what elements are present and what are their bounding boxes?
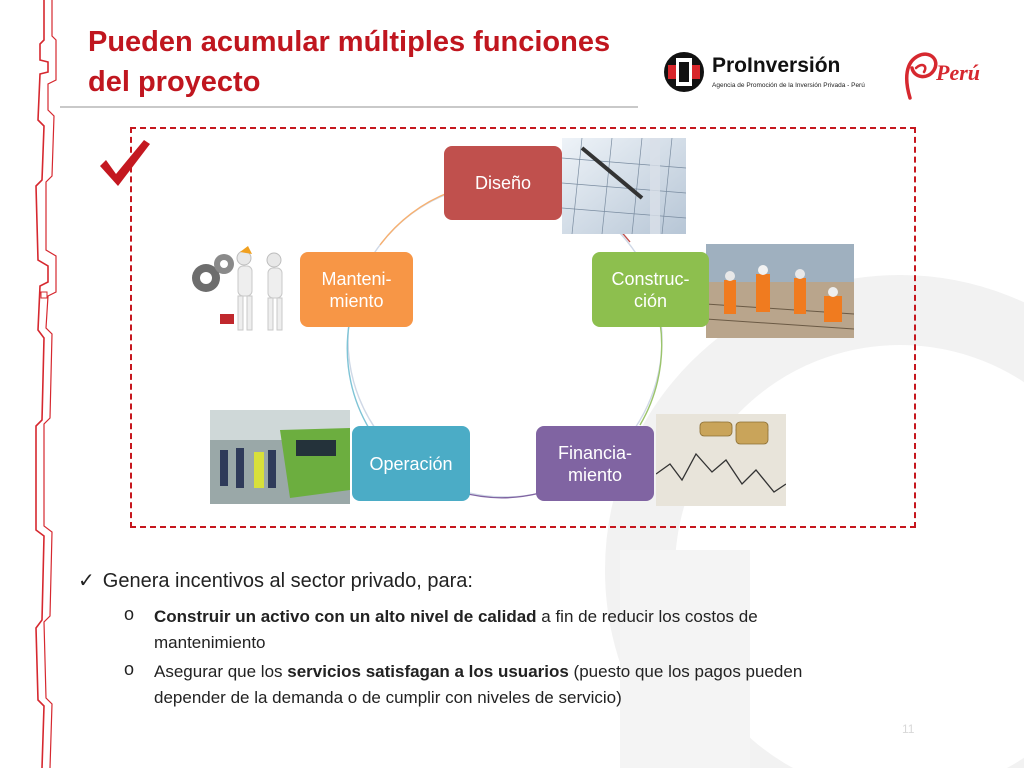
sub-bullet-2 — [154, 659, 894, 711]
peru-logo — [896, 48, 986, 100]
cycle-node-mantenimiento — [300, 252, 413, 327]
cycle-node-diseno — [444, 146, 562, 220]
sub-bullet-1 — [154, 604, 874, 656]
cycle-node-financiamiento — [536, 426, 654, 501]
sub-bullet-1-bold: Construir un activo con un alto nivel de calidad — [154, 607, 537, 626]
cycle-node-label: Diseño — [474, 173, 532, 193]
finance-coins-image — [656, 414, 786, 506]
sub-bullet-2-bold: servicios satisfagan a los usuarios — [287, 662, 569, 681]
proinversion-logo — [662, 50, 872, 98]
page-title-line1: Pueden acumular múltiples funciones — [88, 26, 611, 58]
cycle-node-label: Financia- miento — [557, 442, 633, 485]
page-title-line2: del proyecto — [88, 66, 261, 98]
cycle-node-label: Construc- ción — [611, 268, 690, 311]
cycle-node-construccion — [592, 252, 709, 327]
page-number: 11 — [902, 722, 915, 736]
sub-bullet-2-line2: depender de la demanda o de cumplir con niveles de servicio) — [154, 688, 622, 707]
cycle-node-label: Manteni- miento — [321, 268, 392, 311]
sub-bullet-1-line2: mantenimiento — [154, 633, 266, 652]
title-divider — [60, 106, 638, 108]
proinversion-name: ProInversión — [712, 54, 841, 77]
main-bullet-text: Genera incentivos al sector privado, para: — [102, 570, 473, 592]
sub-bullet-marker: o — [124, 604, 135, 624]
sub-bullet-2-pre: Asegurar que los — [154, 662, 288, 681]
checkmark-bullet-icon: ✓ — [78, 570, 95, 592]
proinversion-logo-icon — [662, 50, 706, 94]
maintenance-figures-image — [188, 238, 302, 336]
sub-bullet-marker: o — [124, 659, 135, 679]
peru-brand-text: Perú — [936, 60, 980, 85]
construction-workers-image — [706, 244, 854, 338]
train-operation-image — [210, 410, 350, 504]
cycle-node-operacion — [352, 426, 470, 501]
sub-bullet-2-rest: (puesto que los pagos pueden — [568, 662, 803, 681]
proinversion-tagline: Agencia de Promoción de la Inversión Privada - Perú — [712, 82, 865, 89]
cycle-node-label: Operación — [369, 453, 453, 474]
sub-bullet-1-rest: a fin de reducir los costos de — [536, 607, 758, 626]
checkmark-icon — [96, 136, 152, 192]
main-bullet — [78, 568, 473, 593]
design-blueprint-image — [562, 138, 686, 234]
page-title — [88, 22, 648, 102]
left-decorative-border — [0, 0, 70, 768]
